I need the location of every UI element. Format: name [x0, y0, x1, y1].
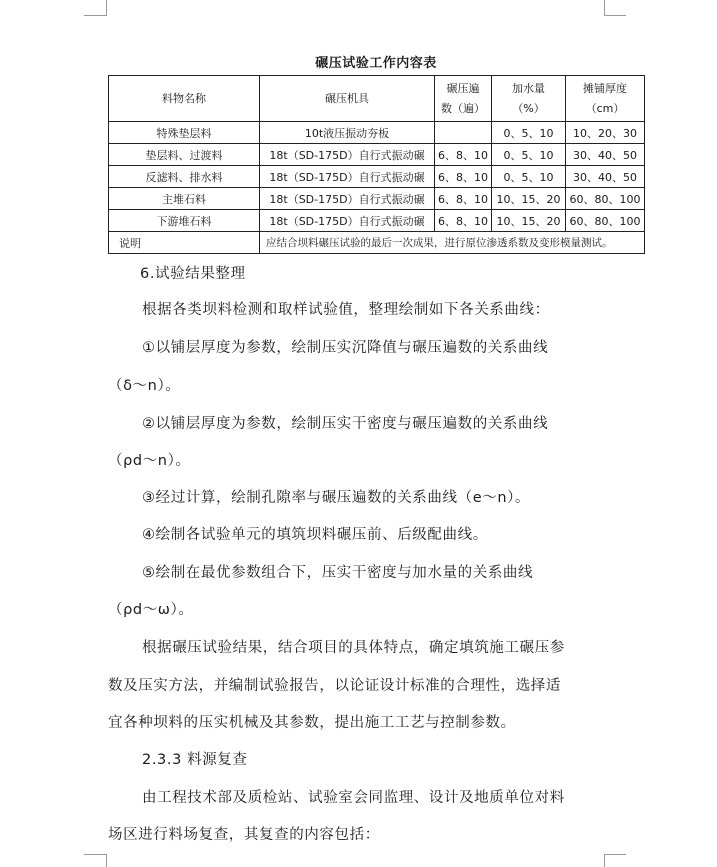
- list-item-3: ③经过计算，绘制孔隙率与碾压遍数的关系曲线（e～n）。: [142, 490, 531, 506]
- header-passes-line2: 数（遍）: [441, 101, 485, 115]
- cell-passes: 6、8、10: [435, 188, 492, 210]
- cell-machine: 18t（SD-175D）自行式振动碾: [260, 210, 435, 232]
- table-note-row: [109, 232, 645, 254]
- body-paragraph: 宜各种坝料的压实机械及其参数，提出施工工艺与控制参数。: [108, 715, 516, 731]
- crop-mark: [106, 854, 107, 867]
- cell-machine: 10t液压振动夯板: [260, 122, 435, 144]
- note-text: [260, 232, 645, 254]
- table-row: [109, 122, 645, 144]
- crop-mark: [84, 15, 106, 16]
- section-heading-6: 6.试验结果整理: [140, 266, 246, 282]
- cell-water: 0、5、10: [492, 166, 566, 188]
- table-header-row: [109, 76, 645, 122]
- header-material: 料物名称: [109, 76, 260, 122]
- note-label: 说明: [119, 236, 141, 250]
- list-item-2-cont: （ρd～n）。: [108, 453, 191, 469]
- crop-mark: [604, 854, 626, 855]
- list-item-4: ④绘制各试验单元的填筑坝料碾压前、后级配曲线。: [142, 527, 488, 543]
- body-paragraph: 根据各类坝料检测和取样试验值，整理绘制如下各关系曲线：: [142, 302, 550, 318]
- rolling-test-table: [108, 75, 645, 254]
- body-paragraph: 根据碾压试验结果，结合项目的具体特点，确定填筑施工碾压参: [142, 640, 565, 656]
- header-thickness-line2: （cm）: [585, 101, 625, 115]
- crop-mark: [84, 854, 106, 855]
- cell-thickness: 30、40、50: [566, 144, 645, 166]
- table-row: [109, 144, 645, 166]
- cell-thickness: 60、80、100: [566, 188, 645, 210]
- header-water: [492, 76, 566, 122]
- list-item-5-cont: （ρd～ω）。: [108, 602, 194, 618]
- body-paragraph: 场区进行料场复查，其复查的内容包括：: [108, 827, 380, 843]
- cell-machine: 18t（SD-175D）自行式振动碾: [260, 166, 435, 188]
- cell-water: 10、15、20: [492, 210, 566, 232]
- cell-thickness: 10、20、30: [566, 122, 645, 144]
- header-passes: [435, 76, 492, 122]
- table-title: 碾压试验工作内容表: [315, 56, 437, 71]
- cell-passes: 6、8、10: [435, 210, 492, 232]
- cell-material: 特殊垫层料: [109, 122, 260, 144]
- cell-thickness: 30、40、50: [566, 166, 645, 188]
- crop-mark: [604, 15, 626, 16]
- cell-machine: 18t（SD-175D）自行式振动碾: [260, 144, 435, 166]
- cell-passes: 6、8、10: [435, 144, 492, 166]
- cell-machine: 18t（SD-175D）自行式振动碾: [260, 188, 435, 210]
- list-item-1: ①以铺层厚度为参数，绘制压实沉降值与碾压遍数的关系曲线: [142, 340, 549, 356]
- cell-passes: [435, 122, 492, 144]
- cell-material: 垫层料、过渡料: [109, 144, 260, 166]
- note-text-content: 应结合坝料碾压试验的最后一次成果，进行原位渗透系数及变形模量测试。: [266, 237, 613, 249]
- section-heading-2-3-3: 2.3.3 料源复查: [142, 752, 248, 768]
- header-thickness-line1: 摊铺厚度: [583, 81, 627, 95]
- note-label-cell: [109, 232, 260, 254]
- cell-water: 0、5、10: [492, 144, 566, 166]
- cell-thickness: 60、80、100: [566, 210, 645, 232]
- crop-mark: [604, 854, 605, 867]
- table-row: [109, 166, 645, 188]
- header-water-line1: 加水量: [512, 81, 545, 95]
- cell-material: 主堆石料: [109, 188, 260, 210]
- table-row: [109, 188, 645, 210]
- header-machine: 碾压机具: [260, 76, 435, 122]
- cell-water: 10、15、20: [492, 188, 566, 210]
- body-paragraph: 数及压实方法，并编制试验报告，以论证设计标准的合理性，选择适: [108, 678, 561, 694]
- header-passes-line1: 碾压遍: [446, 81, 480, 95]
- cell-material: 反滤料、排水料: [109, 166, 260, 188]
- cell-passes: 6、8、10: [435, 166, 492, 188]
- table-row: [109, 210, 645, 232]
- list-item-2: ②以铺层厚度为参数，绘制压实干密度与碾压遍数的关系曲线: [142, 416, 549, 432]
- cell-water: 0、5、10: [492, 122, 566, 144]
- list-item-1-cont: （δ～n）。: [108, 378, 181, 394]
- header-water-line2: （%）: [512, 101, 545, 115]
- crop-mark: [604, 0, 605, 16]
- list-item-5: ⑤绘制在最优参数组合下，压实干密度与加水量的关系曲线: [142, 565, 534, 581]
- cell-material: 下游堆石料: [109, 210, 260, 232]
- header-thickness: [566, 76, 645, 122]
- body-paragraph: 由工程技术部及质检站、试验室会同监理、设计及地质单位对料: [142, 790, 565, 806]
- crop-mark: [106, 0, 107, 16]
